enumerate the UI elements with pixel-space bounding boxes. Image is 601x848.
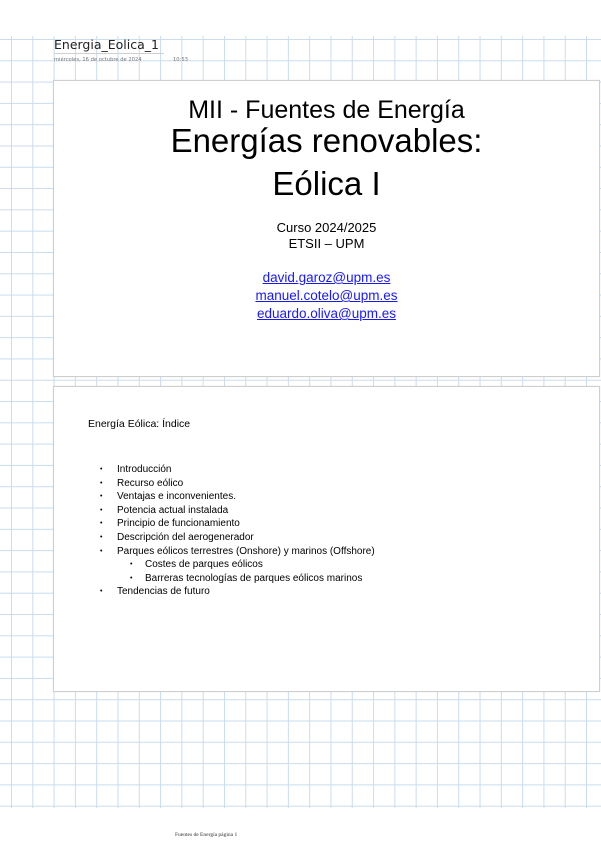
list-item: • Ventajas e inconvenientes. [100, 490, 375, 504]
list-item: • Introducción [100, 463, 375, 477]
email-link[interactable]: david.garoz@upm.es [262, 270, 391, 285]
list-item: • Recurso eólico [100, 477, 375, 491]
slide-title [53, 80, 600, 377]
index-heading: Energía Eólica: Índice [88, 418, 191, 430]
list-item: • Potencia actual instalada [100, 504, 375, 518]
note-time: 10:53 [173, 57, 188, 63]
index-list [100, 463, 375, 599]
list-item: • Principio de funcionamiento [100, 517, 375, 531]
list-item: • Tendencias de futuro [100, 585, 375, 599]
email-link[interactable]: manuel.cotelo@upm.es [255, 288, 398, 303]
email-link[interactable]: eduardo.oliva@upm.es [256, 306, 397, 321]
title-underline [54, 53, 164, 54]
course-year: Curso 2024/2025 [276, 220, 377, 235]
slide-title-line2: Eólica I [272, 165, 381, 202]
list-item: • Parques eólicos terrestres (Onshore) y marinos (Offshore) [100, 545, 375, 559]
slide-title-line1: Energías renovables: [170, 122, 483, 159]
slide-header: MII - Fuentes de Energía [188, 96, 465, 124]
note-title[interactable]: Energia_Eolica_1 [54, 37, 159, 52]
list-subitem: • Costes de parques eólicos [100, 558, 375, 572]
email-list [54, 269, 599, 323]
slide-index [53, 386, 600, 692]
note-date: miércoles, 16 de octubre de 2024 [54, 57, 142, 63]
page-footer: Fuentes de Energía página 1 [175, 832, 238, 838]
list-subitem: • Barreras tecnologías de parques eólicos marinos [100, 572, 375, 586]
school-name: ETSII – UPM [288, 236, 365, 251]
list-item: • Descripción del aerogenerador [100, 531, 375, 545]
